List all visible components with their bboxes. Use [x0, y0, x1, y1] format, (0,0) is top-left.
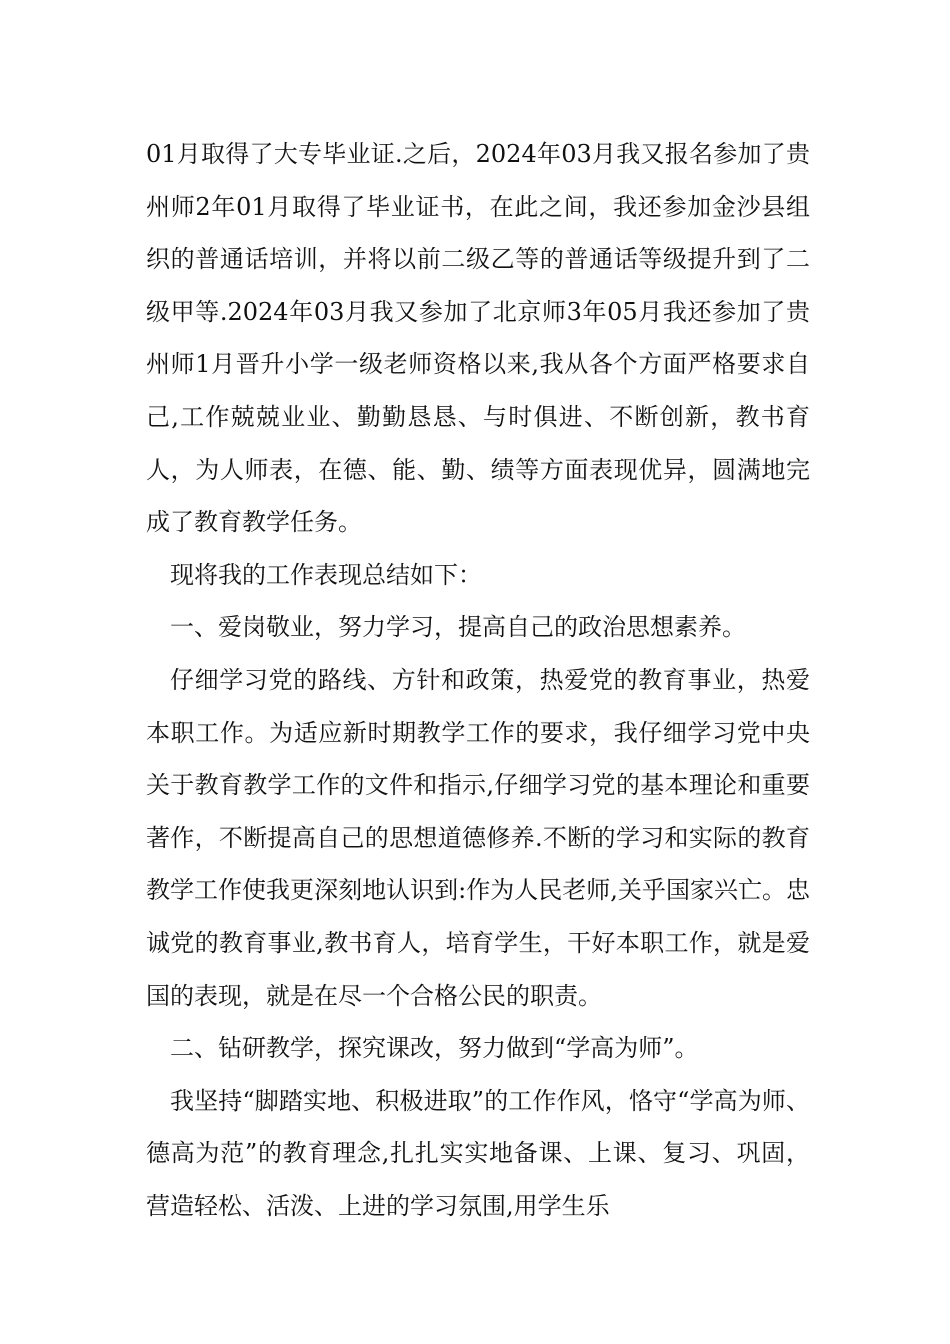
paragraph-4: 我坚持“脚踏实地、积极进取”的工作作风，恪守“学高为师、德高为范”的教育理念,扎扎实实地备课、上课、复习、巩固，营造轻松、活泼、上进的学习氛围,用学生乐 [146, 1086, 810, 1220]
section-heading-1: 一、爱岗敬业，努力学习，提高自己的政治思想素养。 [170, 613, 746, 642]
section-heading-2: 二、钻研教学，探究课改，努力做到“学高为师”。 [170, 1034, 699, 1063]
paragraph-1: 01月取得了大专毕业证.之后，2024年03月我又报名参加了贵州师2年01月取得了毕业证书，在此之间，我还参加金沙县组织的普通话培训，并将以前二级乙等的普通话等级提升到了二级甲等.2024年03月我又参加了北京师3年05月我还参加了贵州师1月晋升小学一级老师资格以来,我从各个方面严格要求自己,工作兢兢业业、勤勤恳恳、与时俱进、不断创新，教书育人，为人师表，在德、能、勤、绩等方面表现优异，圆满地完成了教育教学任务。 [146, 140, 810, 537]
paragraph-3: 仔细学习党的路线、方针和政策，热爱党的教育事业，热爱本职工作。为适应新时期教学工作的要求，我仔细学习党中央关于教育教学工作的文件和指示,仔细学习党的基本理论和重要著作，不断提高自己的思想道德修养.不断的学习和实际的教育教学工作使我更深刻地认识到:作为人民老师,关乎国家兴亡。忠诚党的教育事业,教书育人，培育学生，干好本职工作，就是爱国的表现，就是在尽一个合格公民的职责。 [146, 665, 810, 1010]
paragraph-2: 现将我的工作表现总结如下： [170, 560, 482, 589]
document-body [146, 128, 810, 1232]
